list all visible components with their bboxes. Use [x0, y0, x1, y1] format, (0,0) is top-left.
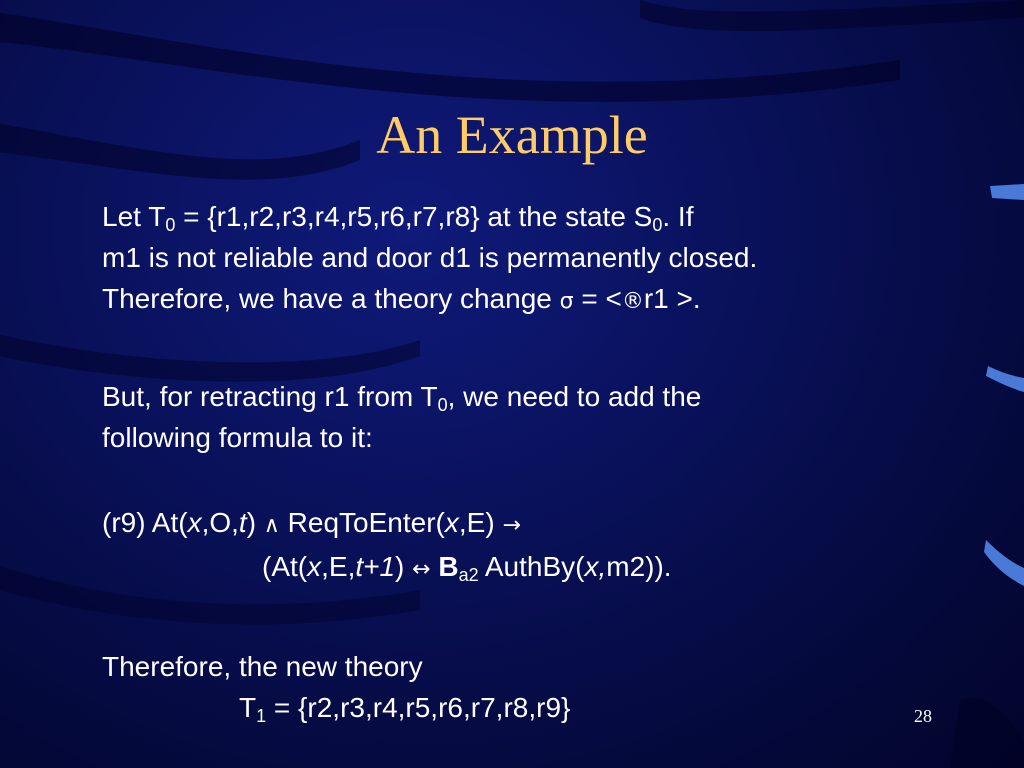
accent-stripe-1 — [990, 184, 1024, 200]
and-symbol: ∧ — [263, 513, 280, 538]
registered-symbol: ® — [621, 289, 644, 314]
paragraph-new-theory — [102, 646, 922, 728]
text-line: Therefore, we have a theory change σ = <®r1 >. — [102, 283, 701, 314]
formula-r9 — [102, 502, 922, 590]
paragraph-retraction — [102, 376, 922, 458]
sigma-symbol: σ — [559, 289, 574, 314]
slide-title: An Example — [376, 105, 648, 165]
text-line: following formula to it: — [102, 422, 373, 453]
text-line: Therefore, the new theory — [102, 651, 423, 682]
implies-arrow-symbol: → — [502, 513, 521, 538]
formula-line-2: (At(x,E,t+1) ↔ $B_{a2}$ AuthBy(x,m2)). — [262, 551, 672, 585]
accent-stripe-3 — [984, 540, 1024, 586]
text-line: Let $T_0 = \{r1,r2,r3,r4,r5,r6,r7,r8\}$ at the state $S_0$. If — [102, 201, 694, 235]
new-theory-line: $T_1 = \{r2,r3,r4,r5,r6,r7,r8,r9\}$ — [239, 692, 571, 726]
iff-arrow-symbol: ↔ — [412, 557, 431, 582]
paragraph-theory-change — [102, 196, 922, 322]
formula-line-1: (r9) At(x,O,t) ∧ ReqToEnter(x,E) → — [102, 507, 521, 538]
slide-number: 28 — [914, 706, 932, 726]
text-line: m1 is not reliable and door d1 is permanently closed. — [102, 242, 758, 273]
text-line: But, for retracting r1 from $T_0$, we need to add the — [102, 381, 702, 415]
accent-stripe-2 — [986, 366, 1024, 392]
